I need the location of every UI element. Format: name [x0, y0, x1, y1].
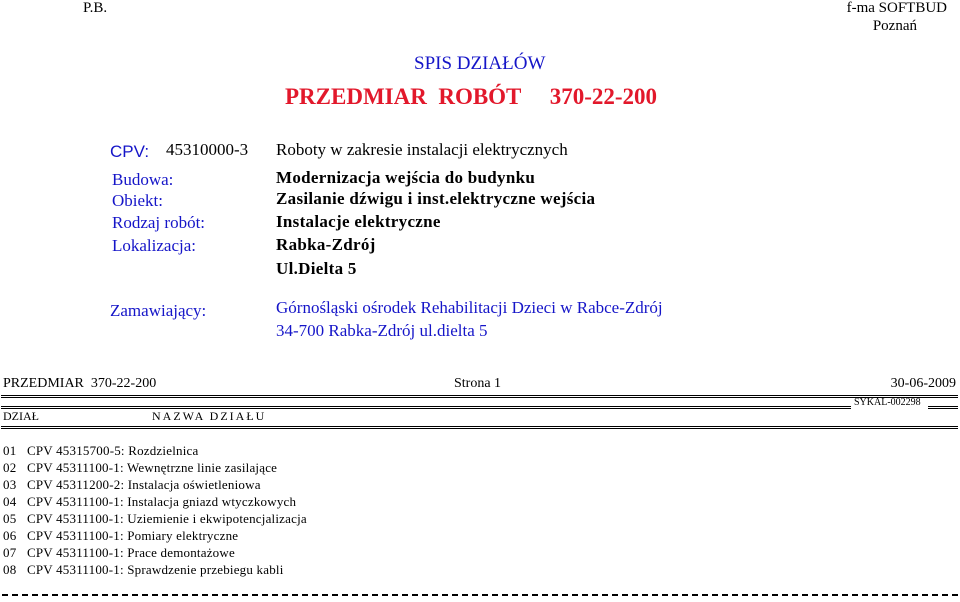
firm-city: Poznań — [872, 18, 917, 34]
column-header-nazwa: NAZWA DZIAŁU — [152, 409, 267, 423]
page-number: Strona 1 — [454, 376, 502, 391]
page-date: 30-06-2009 — [890, 376, 956, 391]
lokalizacja-label: Lokalizacja: — [112, 236, 197, 255]
footer-dashed-divider — [2, 594, 958, 596]
list-item — [3, 544, 307, 561]
obiekt-label: Obiekt: — [112, 191, 163, 210]
list-item — [3, 476, 307, 493]
page-header-document-id: PRZEDMIAR 370-22-200 — [3, 376, 157, 391]
lokalizacja-value: Rabka-Zdrój — [276, 235, 376, 254]
document-title: SPIS DZIAŁÓW — [414, 53, 546, 74]
section-title: CPV 45311100-1: Pomiary elektryczne — [27, 528, 239, 543]
section-list — [3, 442, 307, 578]
section-number: 04 — [3, 494, 17, 509]
header-divider-middle-end — [928, 406, 958, 409]
header-divider-middle — [1, 406, 851, 409]
budowa-label: Budowa: — [112, 170, 174, 189]
cpv-description: Roboty w zakresie instalacji elektrycznych — [276, 140, 568, 159]
section-title: CPV 45311100-1: Uziemienie i ekwipotencjalizacja — [27, 511, 307, 526]
list-item — [3, 459, 307, 476]
budowa-value: Modernizacja wejścia do budynku — [276, 168, 536, 187]
document-subtitle: PRZEDMIAR ROBÓT 370-22-200 — [285, 84, 658, 109]
zamawiajacy-name: Górnośląski ośrodek Rehabilitacji Dzieci w Rabce-Zdrój — [276, 298, 663, 317]
list-item — [3, 510, 307, 527]
rodzaj-label: Rodzaj robót: — [112, 213, 206, 232]
section-number: 08 — [3, 562, 17, 577]
section-number: 01 — [3, 443, 17, 458]
section-title: CPV 45311100-1: Prace demontażowe — [27, 545, 235, 560]
column-header-dzial: DZIAŁ — [3, 409, 39, 423]
section-number: 02 — [3, 460, 17, 475]
obiekt-value: Zasilanie dźwigu i inst.elektryczne wejścia — [276, 189, 596, 208]
header-divider-bottom — [1, 426, 958, 429]
header-left-code: P.B. — [83, 0, 108, 16]
list-item — [3, 493, 307, 510]
sykal-code: SYKAL-002298 — [854, 397, 921, 408]
cpv-label: CPV: — [110, 142, 150, 161]
section-number: 06 — [3, 528, 17, 543]
cpv-code: 45310000-3 — [166, 140, 249, 159]
section-title: CPV 45315700-5: Rozdzielnica — [27, 443, 199, 458]
zamawiajacy-label: Zamawiający: — [110, 301, 207, 320]
list-item — [3, 527, 307, 544]
section-title: CPV 45311100-1: Instalacja gniazd wtyczkowych — [27, 494, 297, 509]
section-title: CPV 45311100-1: Wewnętrzne linie zasilające — [27, 460, 278, 475]
section-title: CPV 45311100-1: Sprawdzenie przebiegu kabli — [27, 562, 284, 577]
header-divider-top — [1, 395, 958, 398]
rodzaj-value: Instalacje elektryczne — [276, 212, 441, 231]
ulica-value: Ul.Dielta 5 — [276, 259, 357, 278]
section-number: 05 — [3, 511, 17, 526]
section-number: 03 — [3, 477, 17, 492]
section-title: CPV 45311200-2: Instalacja oświetleniowa — [27, 477, 261, 492]
zamawiajacy-address: 34-700 Rabka-Zdrój ul.dielta 5 — [276, 321, 488, 340]
list-item — [3, 442, 307, 459]
firm-name: f-ma SOFTBUD — [846, 0, 947, 16]
section-number: 07 — [3, 545, 17, 560]
list-item — [3, 561, 307, 578]
